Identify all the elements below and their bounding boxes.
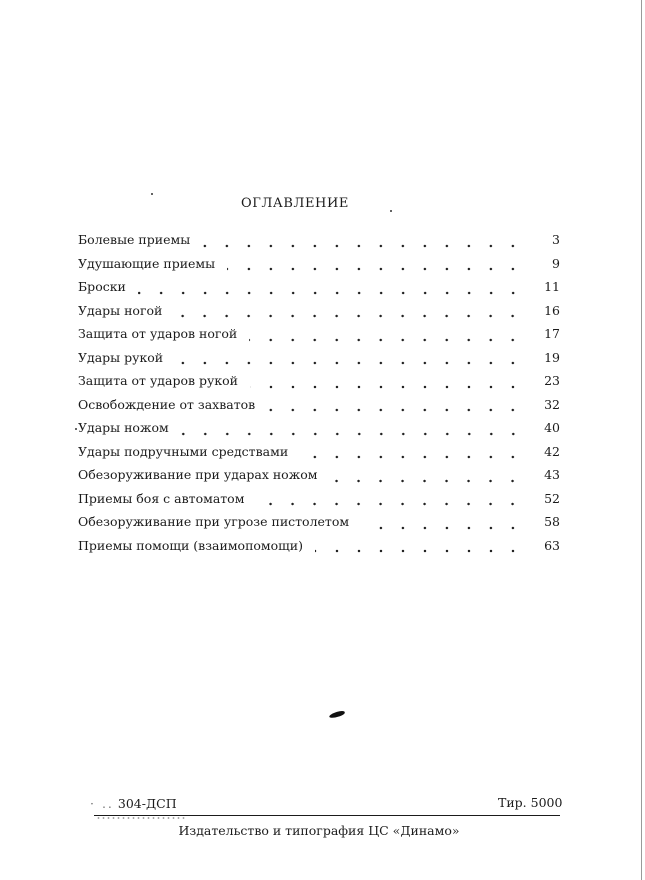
ink-blot bbox=[329, 710, 346, 720]
toc-entry-title: Удары ножом bbox=[78, 420, 175, 435]
dot-leader bbox=[267, 405, 524, 415]
dot-leader bbox=[202, 241, 524, 251]
toc-entry-title: Обезоруживание при угрозе пистолетом bbox=[78, 514, 355, 529]
toc-entry-title: Обезоруживание при ударах ножом bbox=[78, 467, 323, 482]
circulation: Тир. 5000 bbox=[498, 795, 563, 810]
toc-entry-page: 58 bbox=[530, 514, 560, 529]
toc-entry-title: Удары подручными средствами bbox=[78, 444, 294, 459]
toc-row bbox=[78, 420, 560, 444]
toc-entry-page: 19 bbox=[530, 350, 560, 365]
toc-entry-page: 52 bbox=[530, 491, 560, 506]
dot-leader bbox=[174, 311, 524, 321]
toc-entry-title: Удары рукой bbox=[78, 350, 169, 365]
toc-row bbox=[78, 326, 560, 350]
toc-entry-page: 40 bbox=[530, 420, 560, 435]
dot-leader bbox=[361, 523, 524, 533]
toc-row bbox=[78, 467, 560, 491]
toc-entry-title: Болевые приемы bbox=[78, 232, 196, 247]
toc-entry-title: Защита от ударов рукой bbox=[78, 373, 244, 388]
toc-row bbox=[78, 444, 560, 468]
toc-row bbox=[78, 232, 560, 256]
toc-entry-page: 32 bbox=[530, 397, 560, 412]
toc-row bbox=[78, 491, 560, 515]
toc-entry-title: Защита от ударов ногой bbox=[78, 326, 243, 341]
order-code bbox=[90, 796, 177, 811]
page-right-edge bbox=[641, 0, 642, 880]
dot-leader bbox=[329, 476, 524, 486]
toc-entry-page: 16 bbox=[530, 303, 560, 318]
order-code-text: 304-ДСП bbox=[117, 796, 177, 811]
publisher-line: Издательство и типография ЦС «Динамо» bbox=[178, 823, 460, 838]
toc-entry-page: 3 bbox=[530, 232, 560, 247]
toc-entry-title: Удушающие приемы bbox=[78, 256, 221, 271]
dot-leader bbox=[175, 358, 524, 368]
toc-entry-page: 17 bbox=[530, 326, 560, 341]
toc-entry-page: 63 bbox=[530, 538, 560, 553]
toc-entry-title: Приемы помощи (взаимопомощи) bbox=[78, 538, 309, 553]
dot-leader bbox=[181, 429, 524, 439]
dot-leader bbox=[256, 499, 524, 509]
page-title: ОГЛАВЛЕНИЕ bbox=[240, 196, 349, 211]
table-of-contents bbox=[78, 232, 560, 561]
stray-speck bbox=[151, 193, 153, 195]
dot-leader bbox=[315, 546, 524, 556]
toc-entry-page: 43 bbox=[530, 467, 560, 482]
toc-row bbox=[78, 514, 560, 538]
toc-row bbox=[78, 303, 560, 327]
toc-row bbox=[78, 256, 560, 280]
stray-speck bbox=[75, 428, 77, 430]
toc-row bbox=[78, 538, 560, 562]
toc-entry-title: Приемы боя с автоматом bbox=[78, 491, 250, 506]
toc-row bbox=[78, 397, 560, 421]
toc-row bbox=[78, 279, 560, 303]
dot-leader bbox=[300, 452, 524, 462]
dot-leader bbox=[249, 335, 524, 345]
print-artifact bbox=[96, 816, 186, 820]
toc-entry-title: Освобождение от захватов bbox=[78, 397, 261, 412]
toc-entry-page: 11 bbox=[530, 279, 560, 294]
toc-entry-page: 9 bbox=[530, 256, 560, 271]
toc-entry-title: Броски bbox=[78, 279, 132, 294]
faded-prefix: · .. bbox=[90, 796, 114, 811]
toc-row bbox=[78, 373, 560, 397]
toc-entry-title: Удары ногой bbox=[78, 303, 168, 318]
toc-row bbox=[78, 350, 560, 374]
dot-leader bbox=[138, 288, 524, 298]
dot-leader bbox=[250, 382, 524, 392]
toc-entry-page: 42 bbox=[530, 444, 560, 459]
dot-leader bbox=[227, 264, 524, 274]
toc-entry-page: 23 bbox=[530, 373, 560, 388]
